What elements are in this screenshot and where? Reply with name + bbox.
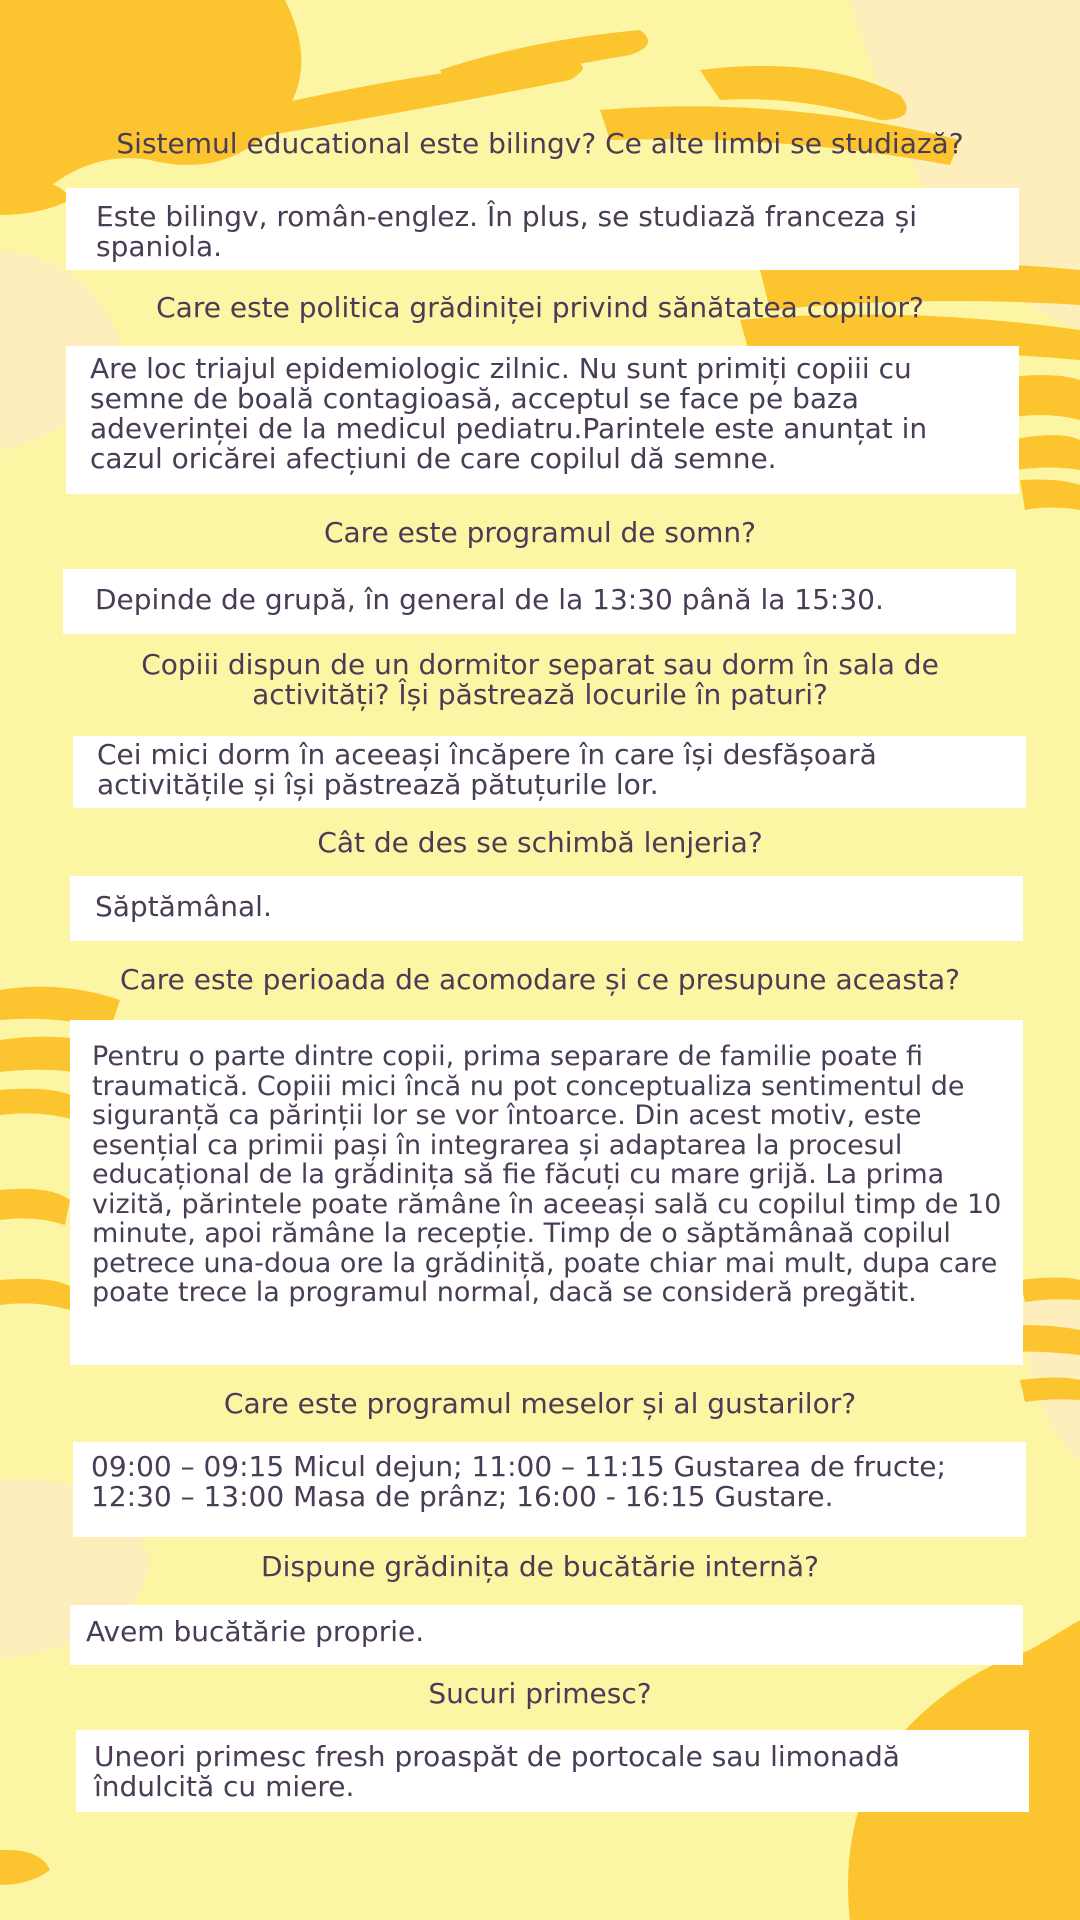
faq-answer: Este bilingv, român-englez. În plus, se studiază franceza și spaniola.: [96, 200, 918, 263]
cream-shape-right-mid: [1020, 1290, 1080, 1460]
faq-question: Dispune grădinița de bucătărie internă?: [261, 1550, 819, 1583]
faq-answer: Pentru o parte dintre copii, prima separare de familie poate fi traumatică. Copiii mici încă nu pot conceptualiza sentimentul de siguranță ca părinții lor se vor întoarce. Din acest motiv, este esențial ca primii pași în integrarea și adaptarea la procesul educațional de la grădinița să fie făcuți cu mare grijă. La prima vizită, părintele poate rămâne în aceeași sală cu copilul timp de 10 minute, apoi rămâne la recepție. Timp de o săptămânaă copilul petrece una-doua ore la grădiniță, poate chiar mai mult, dupa care poate trece la programul normal, dacă se consideră pregătit.: [92, 1041, 1002, 1308]
faq-answer-box: [70, 1605, 1023, 1665]
faq-question: Care este programul de somn?: [323, 516, 757, 549]
faq-answer-box: [73, 736, 1026, 808]
faq-question: Sistemul educational este bilingv? Ce alte limbi se studiază?: [116, 127, 964, 160]
faq-answer-box: [66, 188, 1019, 270]
faq-answer: Depinde de grupă, în general de la 13:30 până la 15:30.: [95, 583, 884, 616]
faq-question: Cât de des se schimbă lenjeria?: [317, 826, 763, 859]
faq-answer-box: [70, 876, 1023, 941]
faq-answer: Avem bucătărie proprie.: [86, 1615, 425, 1648]
brush-stroke-bottom-left: [0, 1850, 50, 1885]
faq-answer: 09:00 – 09:15 Micul dejun; 11:00 – 11:15 Gustarea de fructe; 12:30 – 13:00 Masa de prânz; 16:00 - 16:15 Gustare.: [91, 1450, 946, 1513]
faq-question: Care este politica grădiniței privind sănătatea copiilor?: [156, 291, 924, 324]
faq-answer: Cei mici dorm în aceeași încăpere în care își desfășoară activitățile și își păstrează pătuțurile lor.: [97, 738, 877, 801]
faq-answer-box: [76, 1730, 1029, 1812]
faq-answer: Săptămânal.: [95, 890, 272, 923]
faq-question: Sucuri primesc?: [428, 1677, 652, 1710]
faq-answer: Uneori primesc fresh proaspăt de portocale sau limonadă îndulcită cu miere.: [94, 1740, 900, 1803]
faq-answer-box: [73, 1442, 1026, 1537]
faq-question: Care este programul meselor și al gustarilor?: [223, 1387, 857, 1420]
faq-answer-box: [66, 346, 1019, 494]
faq-answer-box: [70, 1020, 1023, 1365]
faq-answer: Are loc triajul epidemiologic zilnic. Nu sunt primiți copiii cu semne de boală contagioasă, acceptul se face pe baza adeverinței de la medicul pediatru.Parintele este anunțat in cazul oricărei afecțiuni de care copilul dă semne.: [90, 352, 928, 475]
paint-blob-top-left: [0, 0, 301, 210]
faq-answer-box: [63, 569, 1016, 634]
faq-question: Care este perioada de acomodare și ce presupune aceasta?: [120, 963, 960, 996]
faq-question: Copiii dispun de un dormitor separat sau dorm în sala de activități? Își păstrează locurile în paturi?: [141, 648, 939, 711]
